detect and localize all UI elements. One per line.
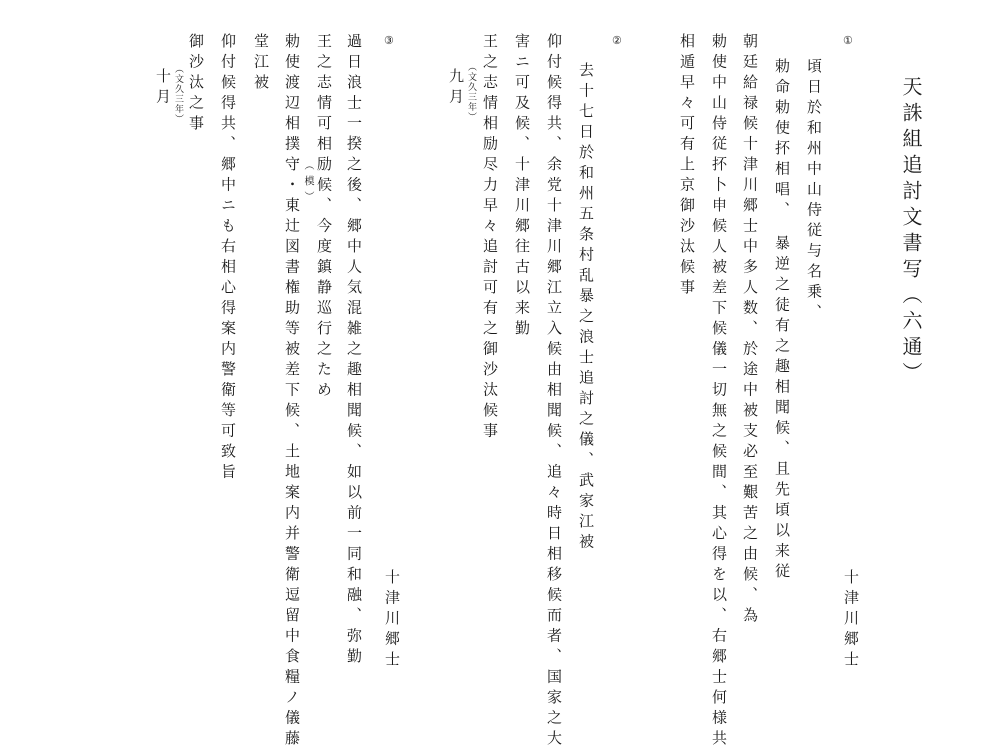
section-2-date-note: （文久三年）: [466, 62, 476, 122]
section-3-addressee: 十津川郷士: [383, 569, 401, 672]
section-1-line-3: 朝廷給禄候十津川郷士中多人数、於途中被支必至艱苦之由候、為: [741, 33, 759, 628]
section-2-line-1: 去十七日於和州五条村乱暴之浪士追討之儀、武家江被: [577, 62, 595, 554]
section-2-line-4: 王之志情相励尽力早々追討可有之御沙汰候事: [481, 33, 499, 443]
section-3-number: ③: [384, 34, 394, 47]
document-title: 天誅組追討文書写（六通）: [899, 76, 923, 388]
section-2-line-3: 害ニ可及候、十津川郷往古以来勤: [513, 33, 531, 341]
section-1-number: ①: [843, 34, 853, 47]
section-3-line-4: 堂江被: [252, 33, 270, 95]
section-1-line-4: 勅使中山侍従抔卜申候人被差下候儀一切無之候間、其心得を以、右郷士何様共: [710, 33, 728, 751]
section-1-line-2: 勅命勅使抔相唱、 暴逆之徒有之趣相聞候、且先頃以来従: [773, 58, 791, 584]
section-1-line-1: 頃日於和州中山侍従与名乗、: [805, 58, 823, 325]
section-3-line-2: 王之志情可相励候、今度鎮静巡行之ため: [315, 33, 333, 402]
section-3-date: 十月: [154, 68, 172, 109]
section-1-line-5: 相遁早々可有上京御沙汰候事: [678, 33, 696, 300]
section-3-line-3: 勅使渡辺相撲守・東辻図書権助等被差下候、土地案内并警衛逗留中食糧ノ儀藤: [283, 33, 301, 751]
section-3-line-1: 過日浪士一揆之後、郷中人気混雑之趣相聞候、如以前一同和融、弥勤: [345, 33, 363, 669]
section-1-addressee: 十津川郷士: [842, 569, 860, 672]
section-3-line-6: 御沙汰之事: [187, 33, 205, 136]
section-3-line-5: 仰付候得共、郷中ニも右相心得案内警衛等可致旨: [219, 33, 237, 484]
section-2-number: ②: [612, 34, 622, 47]
section-3-date-note: （文久三年）: [173, 64, 183, 124]
section-2-date: 九月: [447, 68, 465, 109]
section-2-line-2: 仰付候得共、余党十津川郷江立入候由相聞候、追々時日相移候而者、国家之大: [545, 33, 563, 751]
section-3-gloss: （模）: [302, 160, 313, 207]
